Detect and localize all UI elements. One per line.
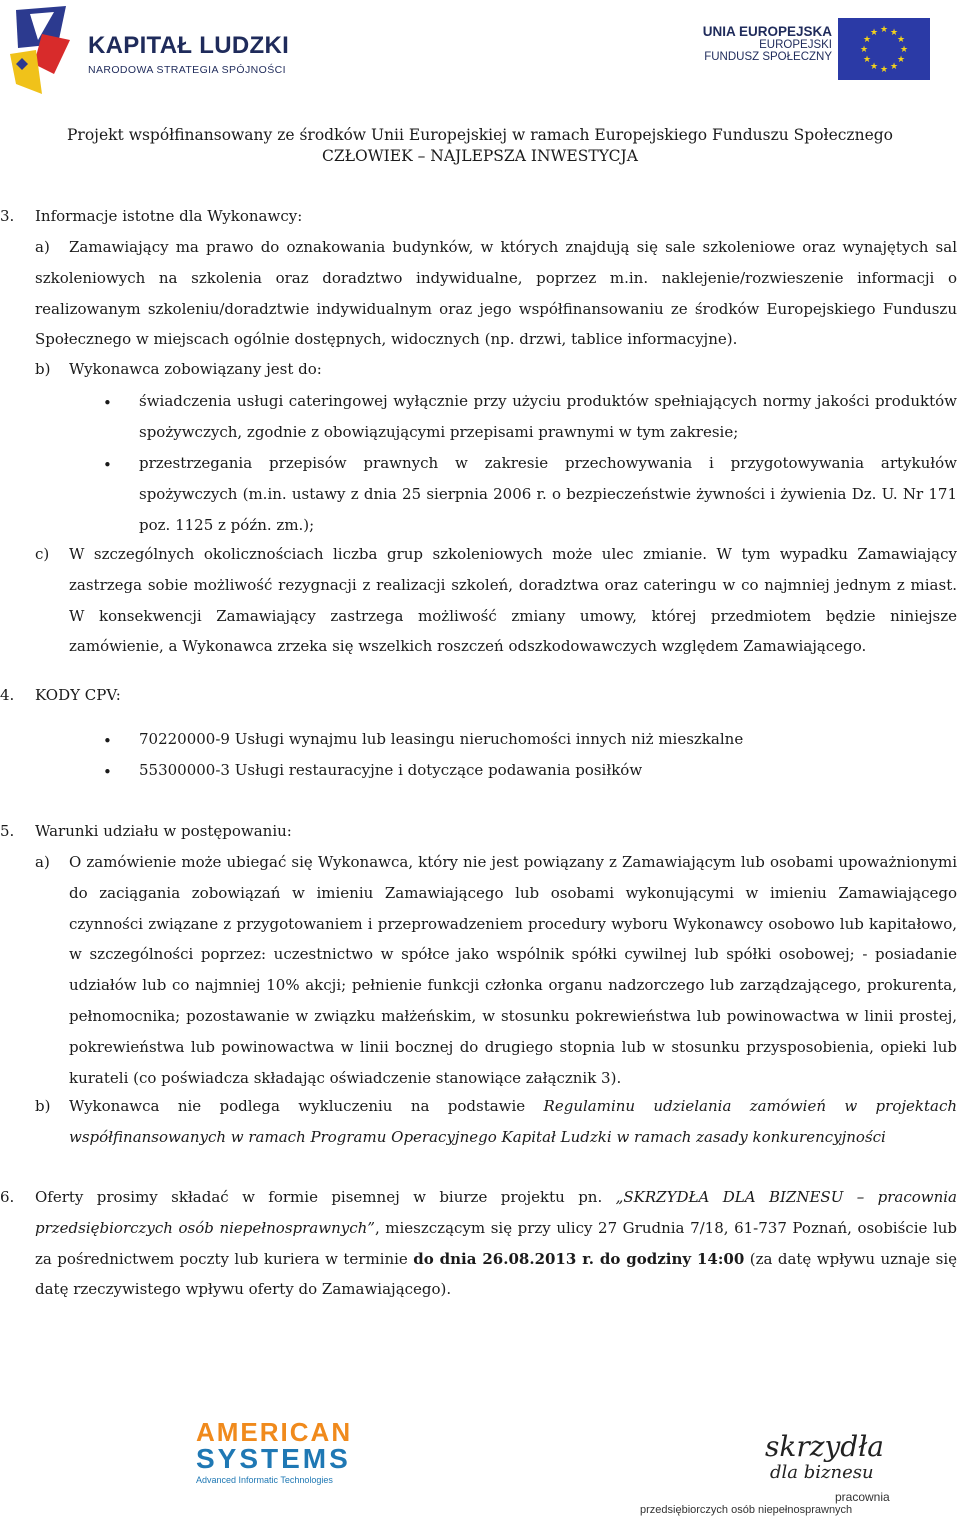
project-line-1: Projekt współfinansowany ze środków Unii Europejskiej w ramach Europejskiego Funduszu Społecznego	[67, 126, 893, 144]
section-5b-text	[69, 1091, 957, 1153]
section-4-title: KODY CPV:	[35, 686, 121, 704]
cpv-code-2: 55300000-3 Usługi restauracyjne i dotyczące podawania posiłków	[139, 761, 643, 779]
project-line-2: CZŁOWIEK – NAJLEPSZA INWESTYCJA	[322, 147, 638, 165]
svg-text:★: ★	[869, 62, 879, 72]
ue-line-2: EUROPEJSKI	[759, 39, 832, 51]
american-systems-logo	[188, 1405, 368, 1485]
section-3b-bullet-2: przestrzegania przepisów prawnych w zakresie przechowywania i przygotowywania artykułów spożywczych (m.in. ustawy z dnia 25 sierpnia 2006 r. o bezpieczeństwie żywności i żywienia Dz. U. Nr 171 poz. 1125 z późn. zm.);	[139, 454, 957, 534]
american-logo-line-2: SYSTEMS	[196, 1443, 351, 1474]
svg-text:★: ★	[862, 55, 872, 65]
svg-text:★: ★	[879, 65, 889, 75]
bullet-dot-icon: •	[103, 456, 112, 474]
section-5b-label: b)	[35, 1097, 51, 1115]
ue-line-3: FUNDUSZ SPOŁECZNY	[704, 51, 832, 63]
section-3b-text: Wykonawca zobowiązany jest do:	[69, 360, 322, 378]
bullet-dot-icon: •	[103, 394, 112, 412]
section-3c-text: W szczególnych okolicznościach liczba grup szkoleniowych może ulec zmianie. W tym wypadku Zamawiający zastrzega sobie możliwość rezygnacji z realizacji szkoleń, doradztwa oraz cateringu w co najmniej jednym z miast. W konsekwencji Zamawiający zastrzega możliwość zmiany umowy, której przedmiotem będzie niniejsze zamówienie, a Wykonawca zrzeka się wszelkich roszczeń odszkodowawczych względem Zamawiającego.	[69, 545, 957, 656]
svg-text:★: ★	[889, 28, 899, 38]
ue-text-block	[703, 24, 832, 63]
section-4-number: 4.	[0, 686, 15, 704]
section-3a-label: a)	[35, 238, 50, 256]
section-6-text	[35, 1182, 957, 1305]
section-6-part-3: , mieszczącym się przy ulicy 27 Grudnia 7/18, 61-737 Poznań, osobiście lub za pośrednictwem poczty lub kuriera w terminie	[35, 1218, 958, 1268]
eu-flag-icon	[838, 18, 930, 80]
skrzydla-logo-line-4: przedsiębiorczych osób niepełnosprawnych	[640, 1504, 853, 1516]
kapital-ludzki-subtitle: NARODOWA STRATEGIA SPÓJNOŚCI	[88, 64, 286, 76]
section-5b-plain: Wykonawca nie podlega wykluczeniu na podstawie	[69, 1097, 544, 1115]
skrzydla-logo	[635, 1418, 895, 1518]
svg-text:★: ★	[879, 25, 889, 35]
american-logo-line-1: AMERICAN	[196, 1417, 353, 1447]
svg-text:★: ★	[899, 45, 909, 55]
svg-text:★: ★	[859, 45, 869, 55]
svg-text:★: ★	[896, 55, 906, 65]
svg-text:★: ★	[889, 62, 899, 72]
section-6-part-5: (za datę wpływu uznaje się datę rzeczywistego wpływu oferty do Zamawiającego).	[35, 1249, 957, 1299]
cpv-code-1: 70220000-9 Usługi wynajmu lub leasingu nieruchomości innych niż mieszkalne	[139, 730, 744, 748]
section-5a-text: O zamówienie może ubiegać się Wykonawca, który nie jest powiązany z Zamawiającym lub osobami upoważnionymi do zaciągania zobowiązań w imieniu Zamawiającego lub osobami wykonującymi w imieniu Zamawiającego czynności związane z przygotowaniem i przeprowadzeniem procedury wyboru Wykonawcy osobowo lub kapitałowo, w szczególności poprzez: uczestnictwo w spółce jako wspólnik spółki cywilnej lub spółki osobowej; - posiadanie udziałów lub co najmniej 10% akcji; pełnienie funkcji członka organu nadzorczego lub zarządzającego, prokurenta, pełnomocnika; pozostawanie w związku małżeńskim, w stosunku pokrewieństwa lub powinowactwa w linii prostej, pokrewieństwa lub powinowactwa w linii bocznej do drugiego stopnia lub w stosunku przysposobienia, opieki lub kurateli (co poświadcza składając oświadczenie stanowiące załącznik 3).	[69, 853, 957, 1087]
svg-text:★: ★	[869, 28, 879, 38]
bullet-dot-icon: •	[103, 763, 112, 781]
section-3b-label: b)	[35, 360, 51, 378]
section-5b-italic: Regulaminu udzielania zamówień w projektach współfinansowanych w ramach Programu Operacyjnego Kapitał Ludzki w ramach zasady konkurencyjności	[69, 1097, 958, 1146]
svg-text:★: ★	[862, 35, 872, 45]
svg-text:★: ★	[896, 35, 906, 45]
skrzydla-logo-line-2: dla biznesu	[770, 1462, 874, 1483]
section-3-title: Informacje istotne dla Wykonawcy:	[35, 207, 303, 225]
section-5-number: 5.	[0, 822, 15, 840]
section-3c-label: c)	[35, 545, 50, 563]
section-5a-label: a)	[35, 853, 50, 871]
kapital-ludzki-title: KAPITAŁ LUDZKI	[88, 32, 290, 59]
section-3-number: 3.	[0, 207, 15, 225]
section-3a-text: Zamawiający ma prawo do oznakowania budynków, w których znajdują się sale szkoleniowe oraz wynajętych sal szkoleniowych na szkolenia oraz doradztwo indywidualne, poprzez m.in. naklejenie/rozwieszenie informacji o realizowanym szkoleniu/doradztwie indywidualnym oraz jego współfinansowaniu ze środków Europejskiego Funduszu Społecznego w miejscach ogólnie dostępnych, widocznych (np. drzwi, tablice informacyjne).	[35, 238, 957, 349]
section-6-number: 6.	[0, 1188, 15, 1206]
section-6-part-1: Oferty prosimy składać w formie pisemnej w biurze projektu pn.	[35, 1188, 616, 1206]
bullet-dot-icon: •	[103, 732, 112, 750]
section-6-deadline: do dnia 26.08.2013 r. do godziny 14:00	[413, 1249, 745, 1268]
section-5-title: Warunki udziału w postępowaniu:	[35, 822, 292, 840]
section-6-project-name: „SKRZYDŁA DLA BIZNESU – pracownia przedsiębiorczych osób niepełnosprawnych”	[35, 1188, 957, 1237]
kapital-ludzki-logo	[8, 4, 308, 96]
american-logo-tagline: Advanced Informatic Technologies	[196, 1475, 333, 1485]
section-3b-bullet-1: świadczenia usługi cateringowej wyłącznie przy użyciu produktów spełniających normy jakości produktów spożywczych, zgodnie z obowiązującymi przepisami prawnymi w tym zakresie;	[139, 392, 957, 441]
skrzydla-logo-line-1: skrzydła	[765, 1430, 884, 1463]
skrzydla-logo-line-3: pracownia	[835, 1490, 890, 1504]
kapital-ludzki-emblem-icon	[8, 4, 74, 96]
ue-line-1: UNIA EUROPEJSKA	[702, 24, 832, 39]
